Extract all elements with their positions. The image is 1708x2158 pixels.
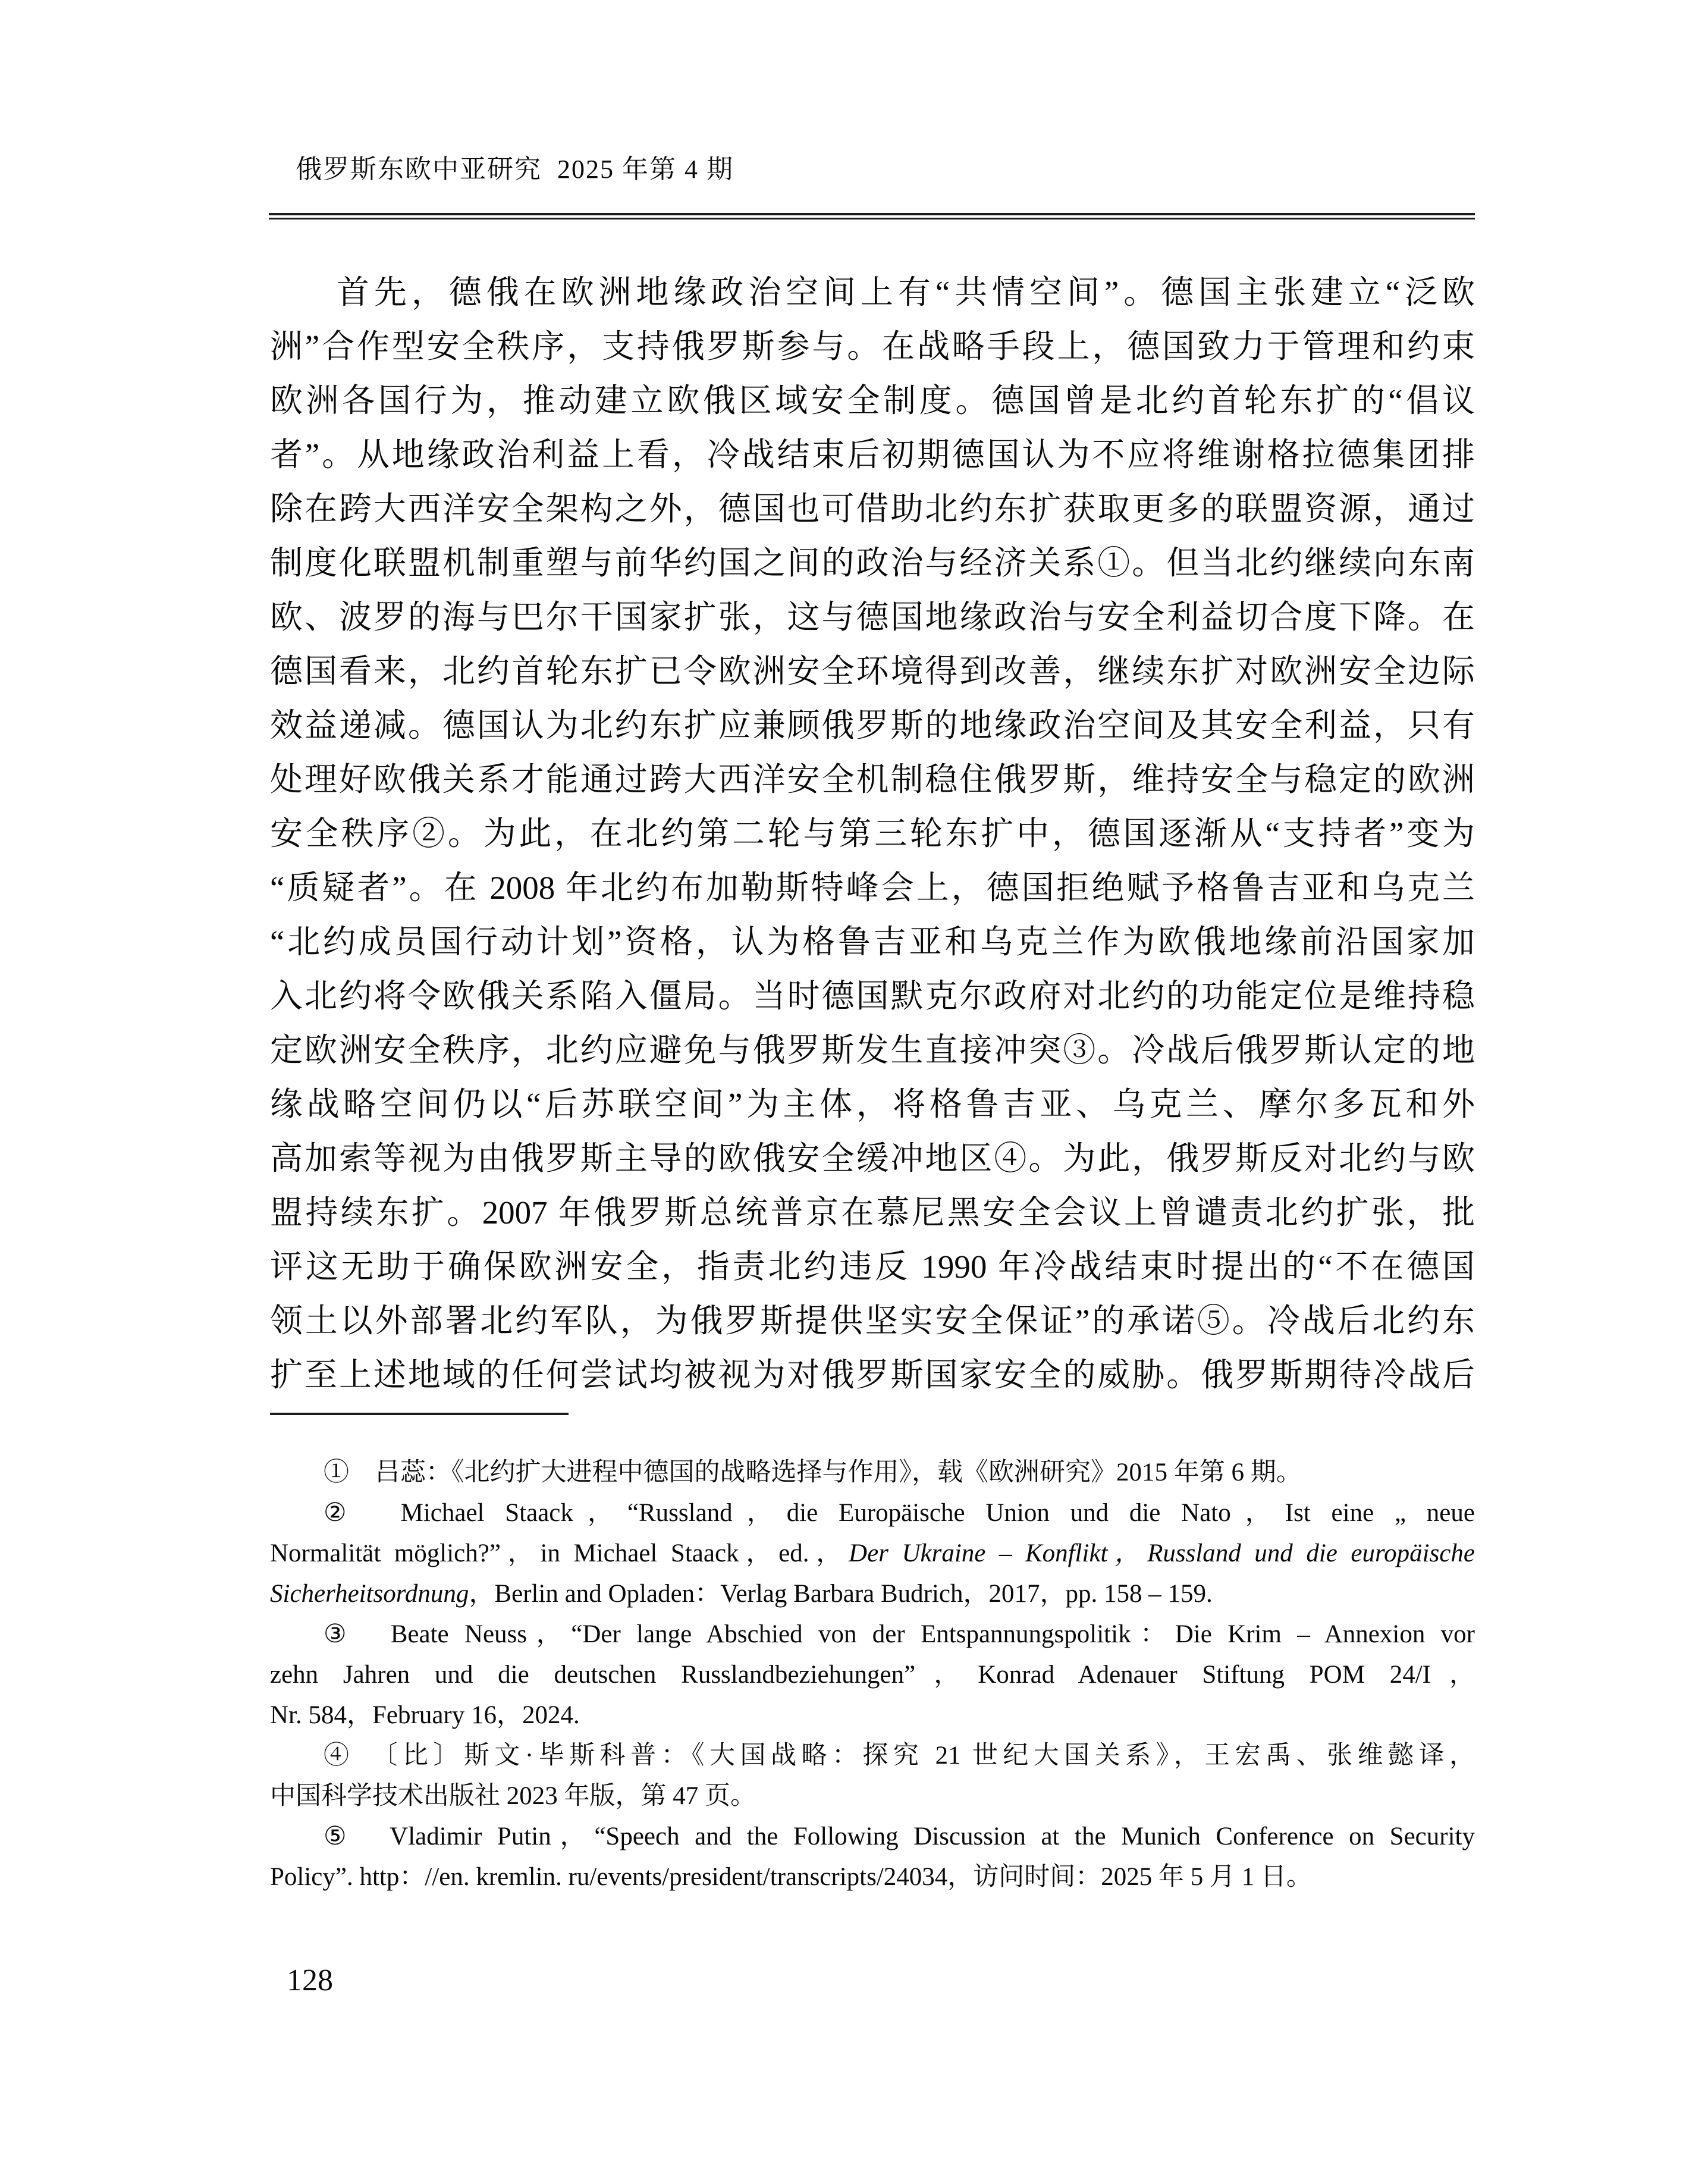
footnote-marker: ⑤ (324, 1823, 390, 1850)
body-text-line: “北约成员国行动计划”资格，认为格鲁吉亚和乌克兰作为欧俄地缘前沿国家加 (270, 924, 1475, 960)
body-text-line: 入北约将令欧俄关系陷入僵局。当时德国默克尔政府对北约的功能定位是维持稳 (270, 978, 1475, 1014)
body-text-line: 评这无助于确保欧洲安全，指责北约违反 1990 年冷战结束时提出的“不在德国 (270, 1249, 1475, 1285)
body-text-line: 高加索等视为由俄罗斯主导的欧俄安全缓冲地区④。为此，俄罗斯反对北约与欧 (270, 1140, 1475, 1177)
footnote-line (270, 1695, 1475, 1736)
footnote-line (270, 1574, 1475, 1614)
footnote-line (270, 1776, 1475, 1817)
footnote-text: Michael Staack，“Russland，die Europäische Union und die Nato，Ist eine „ neue (400, 1499, 1475, 1527)
footnote-line (270, 1736, 1475, 1776)
footnote-line (270, 1655, 1475, 1695)
header-double-rule (269, 213, 1475, 219)
body-text-line: 者”。从地缘政治利益上看，冷战结束后初期德国认为不应将维谢格拉德集团排 (270, 437, 1475, 473)
footnote-text: ，Berlin and Opladen：Verlag Barbara Budrich，2017，pp. 158 – 159. (469, 1580, 1213, 1608)
body-text-line: 洲”合作型安全秩序，支持俄罗斯参与。在战略手段上，德国致力于管理和约束 (270, 328, 1475, 365)
page-number: 128 (287, 1963, 333, 1997)
body-text-line: 首先，德俄在欧洲地缘政治空间上有“共情空间”。德国主张建立“泛欧 (337, 274, 1475, 310)
body-text-line: 欧、波罗的海与巴尔干国家扩张，这与德国地缘政治与安全利益切合度下降。在 (270, 599, 1475, 635)
footnotes (270, 1453, 1475, 1897)
footnote-line (270, 1453, 1475, 1493)
footnote-text: Policy”. http：//en. kremlin. ru/events/president/transcripts/24034，访问时间：2025 年 5 月 1 日。 (270, 1863, 1313, 1891)
body-text-line: 领土以外部署北约军队，为俄罗斯提供坚实安全保证”的承诺⑤。冷战后北约东 (270, 1303, 1475, 1339)
body-text-line: 扩至上述地域的任何尝试均被视为对俄罗斯国家安全的威胁。俄罗斯期待冷战后 (270, 1357, 1475, 1393)
running-head (296, 152, 734, 187)
footnote-marker: ④ (324, 1742, 385, 1770)
body-text-line: 制度化联盟机制重塑与前华约国之间的政治与经济关系①。但当北约继续向东南 (270, 545, 1475, 581)
footnote-text: Nr. 584，February 16，2024. (270, 1701, 580, 1729)
footnote-line (270, 1817, 1475, 1857)
footnote-text: 吕蕊：《北约扩大进程中德国的战略选择与作用》，载《欧洲研究》2015 年第 6 期。 (375, 1458, 1302, 1486)
footnote-text: Vladimir Putin，“Speech and the Following Discussion at the Munich Conference on Security (390, 1823, 1475, 1850)
body-paragraph (270, 265, 1475, 1402)
journal-title: 俄罗斯东欧中亚研究 (296, 155, 542, 184)
body-text-line: 缘战略空间仍以“后苏联空间”为主体，将格鲁吉亚、乌克兰、摩尔多瓦和外 (270, 1086, 1475, 1122)
journal-issue: 2025 年第 4 期 (557, 155, 734, 184)
footnote-separator-rule (270, 1413, 569, 1415)
body-text-line: 德国看来，北约首轮东扩已令欧洲安全环境得到改善，继续东扩对欧洲安全边际 (270, 653, 1475, 689)
footnote-marker: ① (324, 1458, 375, 1486)
body-text-line: 定欧洲安全秩序，北约应避免与俄罗斯发生直接冲突③。冷战后俄罗斯认定的地 (270, 1032, 1475, 1068)
footnote-text: 中国科学技术出版社 2023 年版，第 47 页。 (270, 1782, 756, 1810)
body-text-line: “质疑者”。在 2008 年北约布加勒斯特峰会上，德国拒绝赋予格鲁吉亚和乌克兰 (270, 870, 1475, 906)
body-text-line: 效益递减。德国认为北约东扩应兼顾俄罗斯的地缘政治空间及其安全利益，只有 (270, 707, 1475, 744)
footnote-line (270, 1614, 1475, 1655)
body-text-line: 除在跨大西洋安全架构之外，德国也可借助北约东扩获取更多的联盟资源，通过 (270, 491, 1475, 527)
footnote-text: zehn Jahren und die deutschen Russlandbeziehungen”，Konrad Adenauer Stiftung POM 24/I， (270, 1661, 1475, 1689)
footnote-italic-text: Sicherheitsordnung (270, 1580, 469, 1608)
footnote-line (270, 1493, 1475, 1533)
body-text-line: 安全秩序②。为此，在北约第二轮与第三轮东扩中，德国逐渐从“支持者”变为 (270, 815, 1475, 852)
footnote-line (270, 1533, 1475, 1574)
footnote-line (270, 1857, 1475, 1897)
body-text-line: 欧洲各国行为，推动建立欧俄区域安全制度。德国曾是北约首轮东扩的“倡议 (270, 382, 1475, 419)
footnote-italic-text: Der Ukraine – Konflikt，Russland und die europäische (849, 1539, 1475, 1567)
body-text-line: 处理好欧俄关系才能通过跨大西洋安全机制稳住俄罗斯，维持安全与稳定的欧洲 (270, 761, 1475, 798)
footnote-text: Beate Neuss，“Der lange Abschied von der Entspannungspolitik：Die Krim – Annexion vor (390, 1620, 1475, 1648)
footnote-text: Normalität möglich?”，in Michael Staack，ed.， (270, 1539, 849, 1567)
footnote-marker: ② (324, 1499, 401, 1527)
body-text-line: 盟持续东扩。2007 年俄罗斯总统普京在慕尼黑安全会议上曾谴责北约扩张，批 (270, 1194, 1475, 1231)
footnote-text: 〔比〕斯文·毕斯科普：《大国战略：探究 21 世纪大国关系》，王宏禹、张维懿译， (384, 1742, 1475, 1770)
footnote-marker: ③ (324, 1620, 391, 1648)
